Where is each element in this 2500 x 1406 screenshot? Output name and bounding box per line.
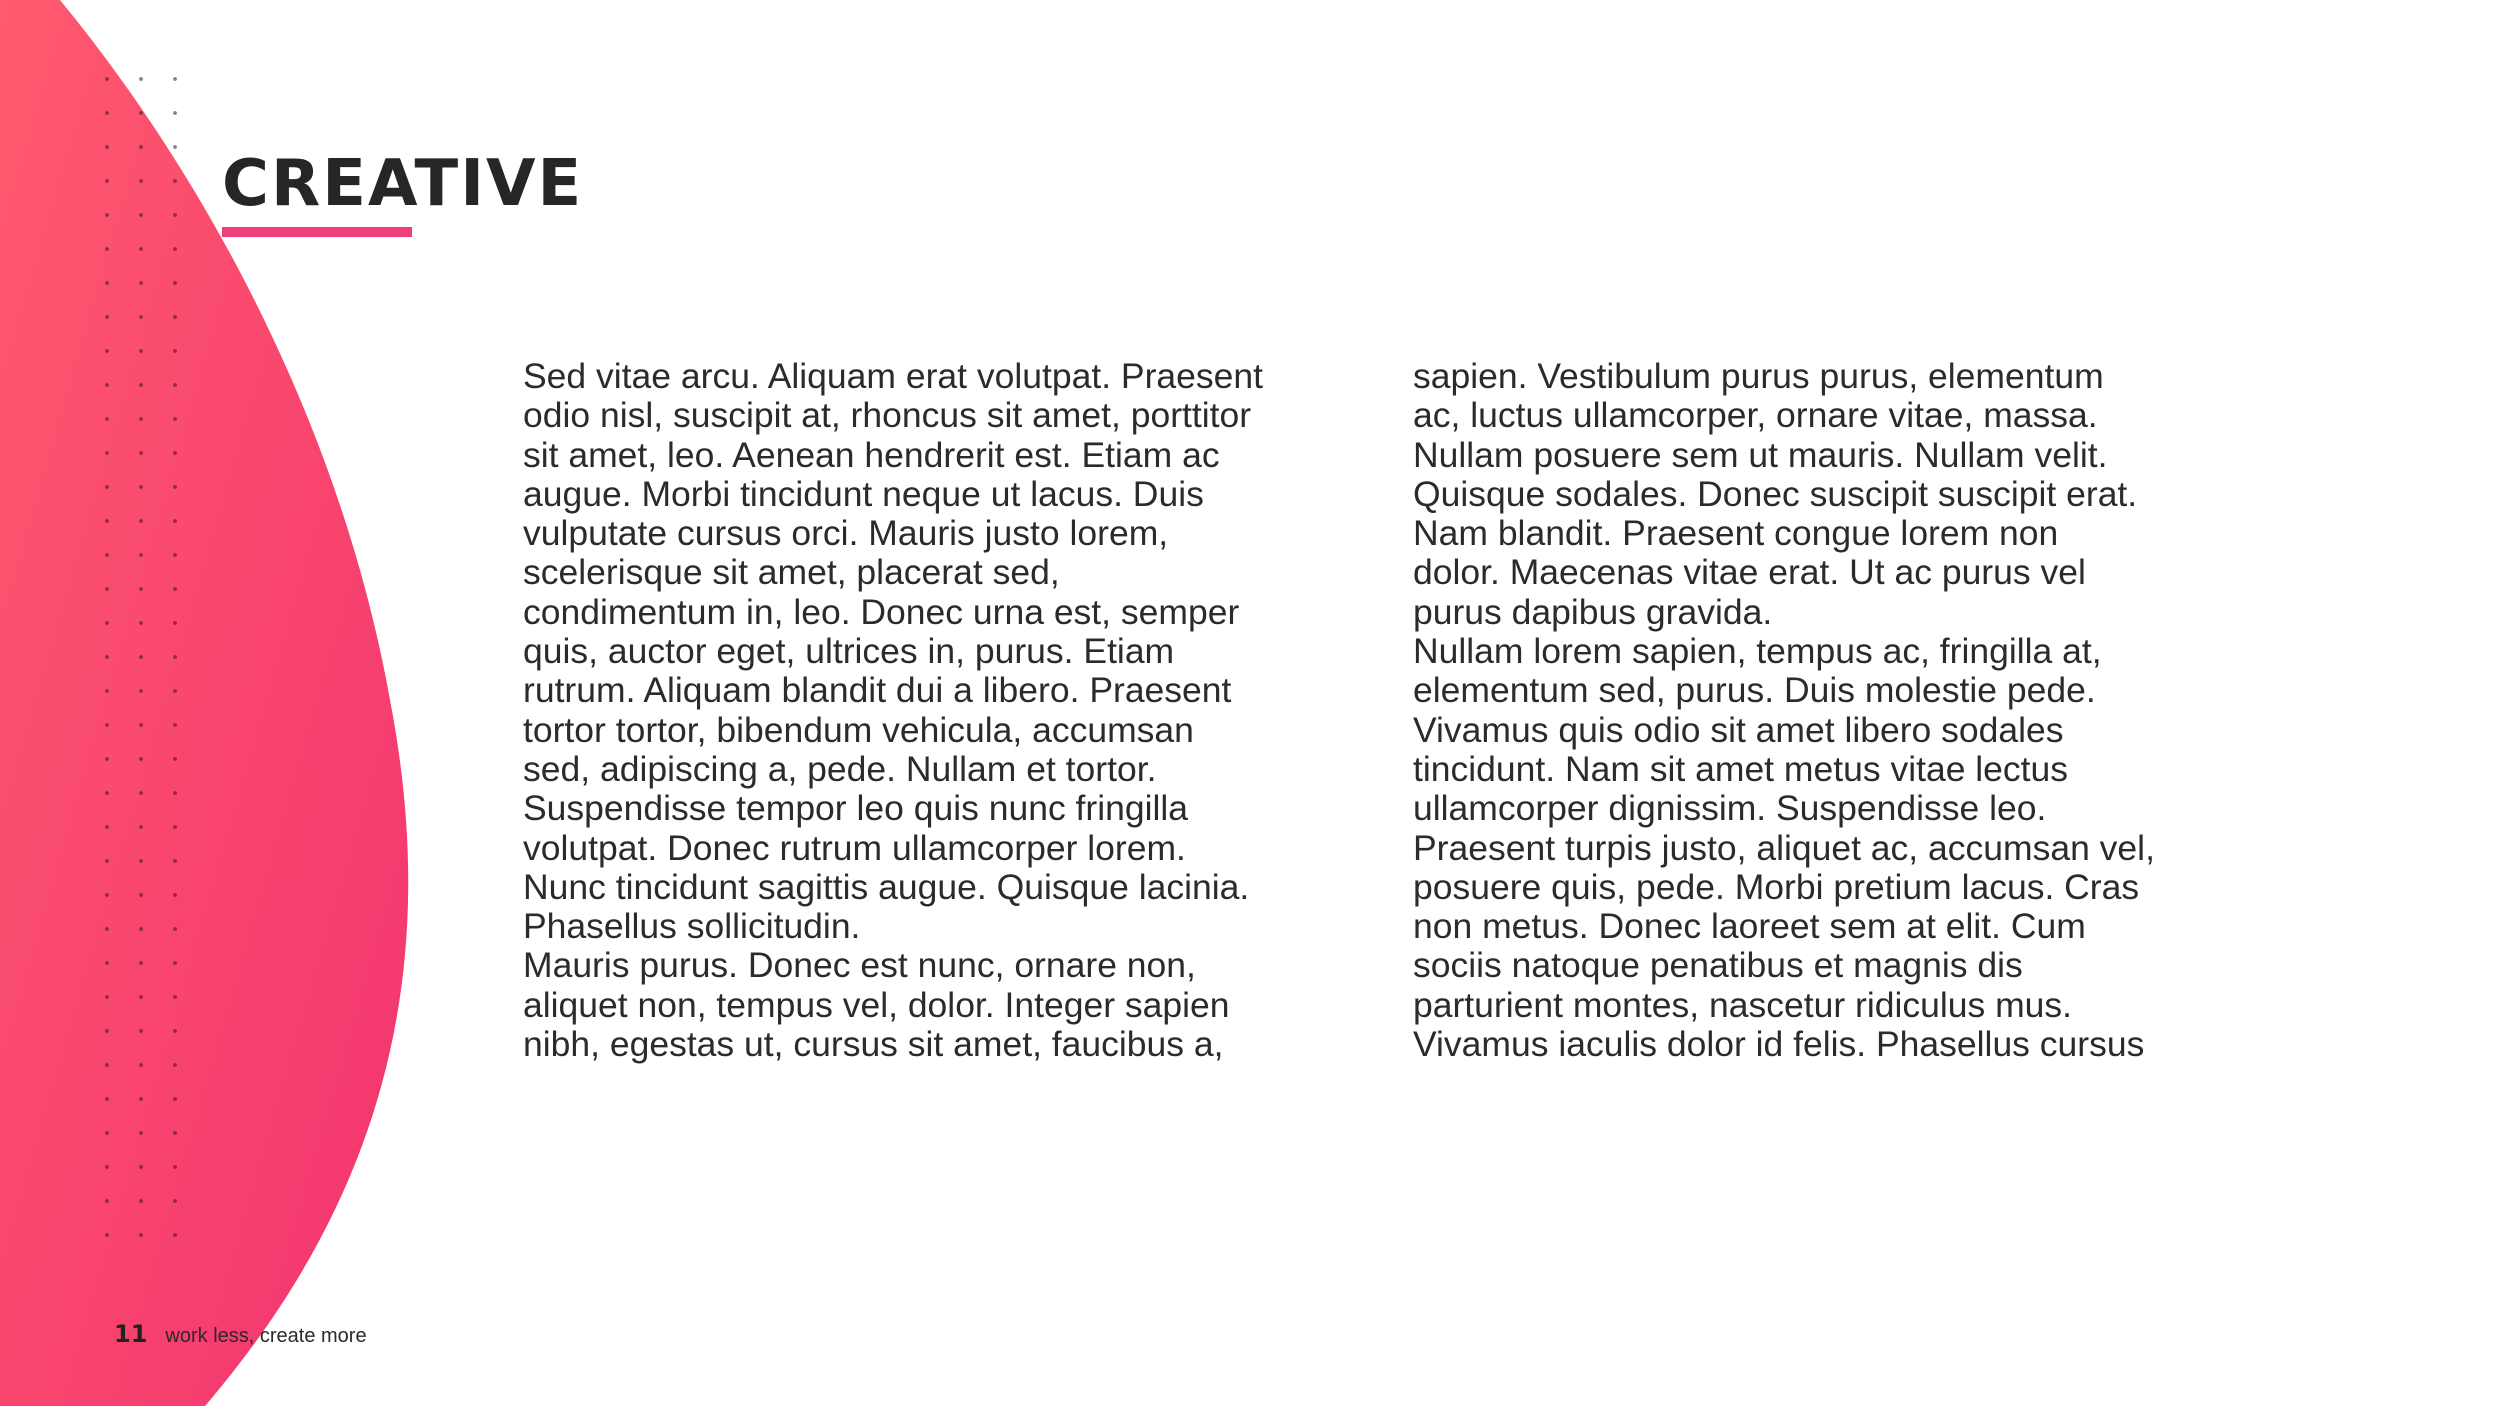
- body-text-left-column: Sed vitae arcu. Aliquam erat volutpat. Praesent odio nisl, suscipit at, rhoncus sit amet, porttitor sit amet, leo. Aenean hendrerit est. Etiam ac augue. Morbi tincidunt neque ut lacus. Duis vulputate cursus orci. Mauris justo lorem, scelerisque sit amet, placerat sed, condimentum in, leo. Donec urna est, semper quis, auctor eget, ultrices in, purus. Etiam rutrum. Aliquam blandit dui a libero. Praesent tortor tortor, bibendum vehicula, accumsan sed, adipiscing a, pede. Nullam et tortor. Suspendisse tempor leo quis nunc fringilla volutpat. Donec rutrum ullamcorper lorem. Nunc tincidunt sagittis augue. Quisque lacinia. Phasellus sollicitudin. Mauris purus. Donec est nunc, ornare non, aliquet non, tempus vel, dolor. Integer sapien nibh, egestas ut, cursus sit amet, faucibus a,: [523, 356, 1264, 1065]
- title-underline: [222, 227, 412, 237]
- dot-grid-decoration: [90, 62, 194, 1262]
- page-number: 11: [114, 1320, 148, 1348]
- body-text-right-column: sapien. Vestibulum purus purus, elementum ac, luctus ullamcorper, ornare vitae, massa. Nullam posuere sem ut mauris. Nullam velit. Quisque sodales. Donec suscipit suscipit erat. Nam blandit. Praesent congue lorem non dolor. Maecenas vitae erat. Ut ac purus vel purus dapibus gravida. Nullam lorem sapien, tempus ac, fringilla at, elementum sed, purus. Duis molestie pede. Vivamus quis odio sit amet libero sodales tincidunt. Nam sit amet metus vitae lectus ullamcorper dignissim. Suspendisse leo. Praesent turpis justo, aliquet ac, accumsan vel, posuere quis, pede. Morbi pretium lacus. Cras non metus. Donec laoreet sem at elit. Cum sociis natoque penatibus et magnis dis parturient montes, nascetur ridiculus mus. Vivamus iaculis dolor id felis. Phasellus cursus: [1413, 356, 2155, 1065]
- footer: [114, 1320, 367, 1348]
- page-title: CREATIVE: [222, 147, 584, 221]
- footer-tagline: work less, create more: [165, 1325, 367, 1347]
